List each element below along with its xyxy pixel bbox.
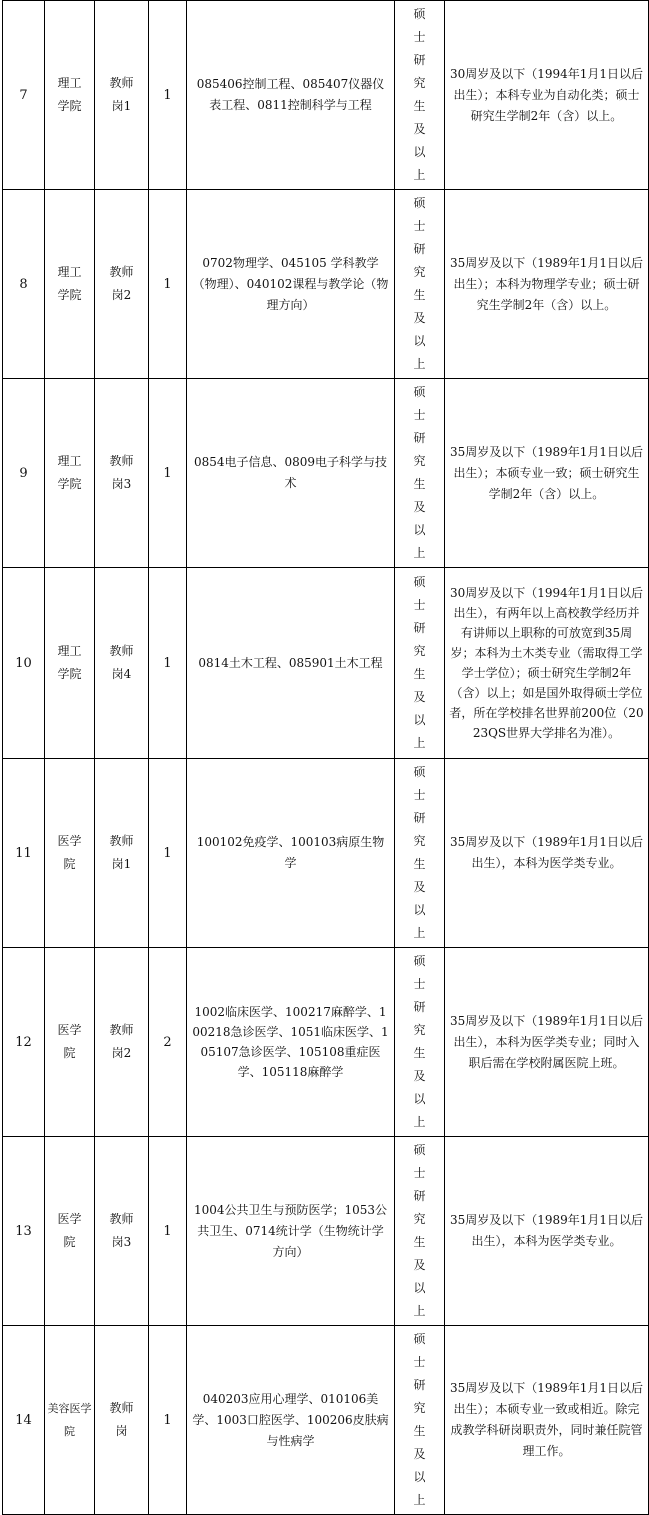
other-requirements: 35周岁及以下（1989年1月1日以后出生）；本科为物理学专业；硕士研究生学制2年（含）以上。: [445, 190, 649, 379]
table-row: [3, 1137, 649, 1326]
degree-requirement: 硕士研究生及以上: [395, 190, 445, 379]
degree-requirement: 硕士研究生及以上: [395, 1, 445, 190]
degree-requirement: 硕士研究生及以上: [395, 568, 445, 759]
recruitment-table: [2, 0, 649, 1515]
row-number: 13: [3, 1137, 45, 1326]
table-row: [3, 1326, 649, 1515]
major-requirements: 0814土木工程、085901土木工程: [187, 568, 395, 759]
headcount: 1: [149, 568, 187, 759]
other-requirements: 30周岁及以下（1994年1月1日以后出生）；本科专业为自动化类；硕士研究生学制2年（含）以上。: [445, 1, 649, 190]
table-row: [3, 190, 649, 379]
table-row: [3, 948, 649, 1137]
row-number: 14: [3, 1326, 45, 1515]
row-number: 10: [3, 568, 45, 759]
other-requirements: 35周岁及以下（1989年1月1日以后出生）；本硕专业一致；硕士研究生学制2年（含）以上。: [445, 379, 649, 568]
other-requirements: 35周岁及以下（1989年1月1日以后出生），本科为医学类专业。: [445, 1137, 649, 1326]
other-requirements: 30周岁及以下（1994年1月1日以后出生），有两年以上高校教学经历并有讲师以上职称的可放宽到35周岁；本科为土木类专业（需取得工学学士学位）；硕士研究生学制2年（含）以上；如是国外取得硕士学位者，所在学校排名世界前200位（2023QS世界大学排名为准）。: [445, 568, 649, 759]
college-name: 理工学院: [45, 568, 95, 759]
major-requirements: 040203应用心理学、010106美学、1003口腔医学、100206皮肤病与性病学: [187, 1326, 395, 1515]
table-row: [3, 1, 649, 190]
row-number: 9: [3, 379, 45, 568]
post-name: 教师岗4: [95, 568, 149, 759]
post-name: 教师岗1: [95, 1, 149, 190]
major-requirements: 1004公共卫生与预防医学；1053公共卫生、0714统计学（生物统计学方向）: [187, 1137, 395, 1326]
degree-requirement: 硕士研究生及以上: [395, 759, 445, 948]
major-requirements: 1002临床医学、100217麻醉学、100218急诊医学、1051临床医学、105107急诊医学、105108重症医学、105118麻醉学: [187, 948, 395, 1137]
post-name: 教师岗3: [95, 379, 149, 568]
post-name: 教师岗1: [95, 759, 149, 948]
row-number: 8: [3, 190, 45, 379]
college-name: 医学院: [45, 948, 95, 1137]
major-requirements: 0854电子信息、0809电子科学与技术: [187, 379, 395, 568]
table-row: [3, 759, 649, 948]
headcount: 1: [149, 190, 187, 379]
other-requirements: 35周岁及以下（1989年1月1日以后出生）；本硕专业一致或相近。除完成教学科研岗职责外，同时兼任院管理工作。: [445, 1326, 649, 1515]
major-requirements: 100102免疫学、100103病原生物学: [187, 759, 395, 948]
table-row: [3, 568, 649, 759]
degree-requirement: 硕士研究生及以上: [395, 1326, 445, 1515]
headcount: 1: [149, 759, 187, 948]
degree-requirement: 硕士研究生及以上: [395, 948, 445, 1137]
table-row: [3, 379, 649, 568]
row-number: 7: [3, 1, 45, 190]
headcount: 1: [149, 1326, 187, 1515]
other-requirements: 35周岁及以下（1989年1月1日以后出生），本科为医学类专业；同时入职后需在学校附属医院上班。: [445, 948, 649, 1137]
college-name: 医学院: [45, 1137, 95, 1326]
college-name: 美容医学院: [45, 1326, 95, 1515]
row-number: 11: [3, 759, 45, 948]
college-name: 理工学院: [45, 379, 95, 568]
college-name: 医学院: [45, 759, 95, 948]
post-name: 教师岗: [95, 1326, 149, 1515]
degree-requirement: 硕士研究生及以上: [395, 1137, 445, 1326]
other-requirements: 35周岁及以下（1989年1月1日以后出生），本科为医学类专业。: [445, 759, 649, 948]
college-name: 理工学院: [45, 190, 95, 379]
college-name: 理工学院: [45, 1, 95, 190]
headcount: 1: [149, 1, 187, 190]
headcount: 1: [149, 1137, 187, 1326]
major-requirements: 0702物理学、045105 学科教学（物理）、040102课程与教学论（物理方向）: [187, 190, 395, 379]
row-number: 12: [3, 948, 45, 1137]
post-name: 教师岗2: [95, 948, 149, 1137]
post-name: 教师岗2: [95, 190, 149, 379]
headcount: 1: [149, 379, 187, 568]
post-name: 教师岗3: [95, 1137, 149, 1326]
degree-requirement: 硕士研究生及以上: [395, 379, 445, 568]
headcount: 2: [149, 948, 187, 1137]
major-requirements: 085406控制工程、085407仪器仪表工程、0811控制科学与工程: [187, 1, 395, 190]
